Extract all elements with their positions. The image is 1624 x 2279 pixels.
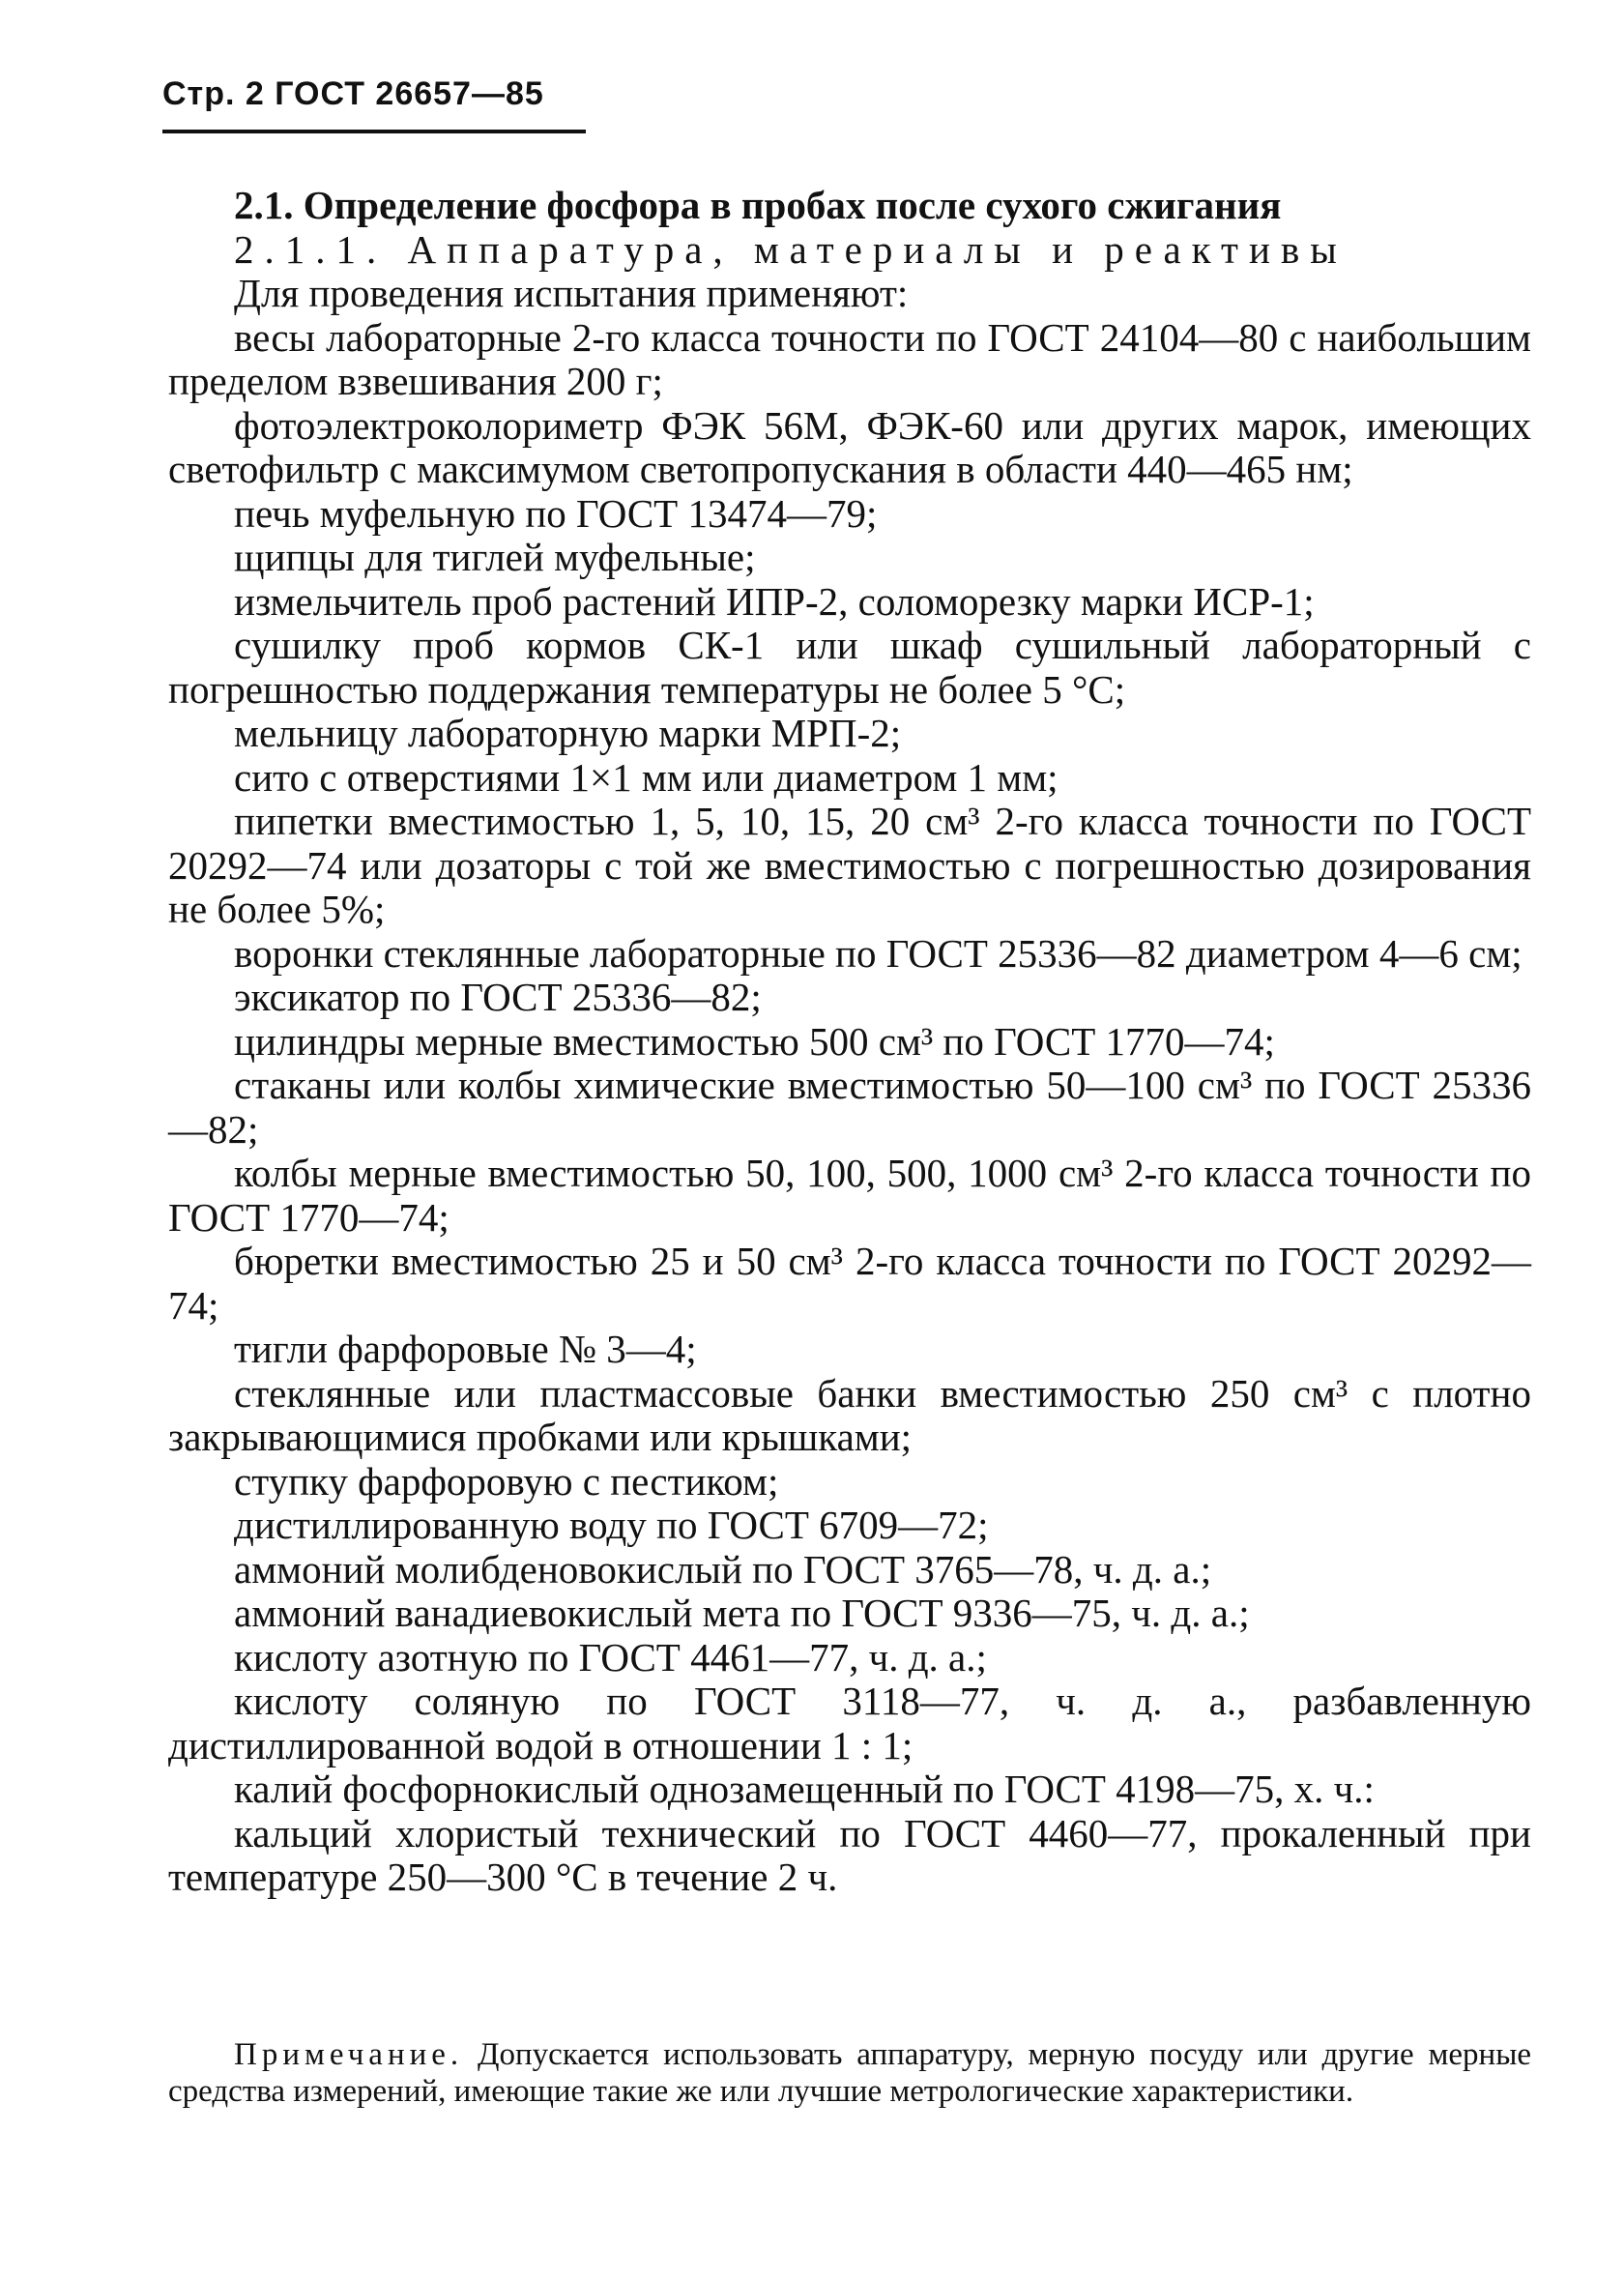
list-item: калий фосфорнокислый однозамещенный по ГОСТ 4198—75, х. ч.: bbox=[234, 1767, 1375, 1811]
section-intro: Для проведения испытания применяют: bbox=[234, 271, 909, 315]
list-item: бюретки вместимостью 25 и 50 см³ 2-го класса точности по ГОСТ 20292—74; bbox=[168, 1239, 1531, 1328]
list-item: тигли фарфоровые № 3—4; bbox=[234, 1327, 697, 1371]
list-item: стеклянные или пластмассовые банки вместимостью 250 см³ с плотно закрывающимися пробками или крышками; bbox=[168, 1370, 1531, 1459]
list-item: воронки стеклянные лабораторные по ГОСТ 25336—82 диаметром 4—6 см; bbox=[234, 930, 1522, 976]
page-header: Стр. 2 ГОСТ 26657—85 bbox=[162, 75, 544, 112]
list-item: фотоэлектроколориметр ФЭК 56М, ФЭК-60 или других марок, имеющих светофильтр с максимумом светопропускания в области 440—465 нм; bbox=[168, 402, 1531, 491]
note-text: Допускается использовать аппаратуру, мерную посуду или другие мерные средства измерений, имеющие такие же или лучшие метрологические характеристики. bbox=[168, 2037, 1532, 2109]
list-item: измельчитель проб растений ИПР-2, соломорезку марки ИСР-1; bbox=[234, 578, 1315, 624]
list-item: ступку фарфоровую с пестиком; bbox=[234, 1458, 779, 1504]
note-label: Примечание. bbox=[234, 2037, 464, 2072]
list-item: сито с отверстиями 1×1 мм или диаметром 1 мм; bbox=[234, 754, 1058, 800]
list-item: щипцы для тиглей муфельные; bbox=[234, 535, 756, 579]
list-item: дистиллированную воду по ГОСТ 6709—72; bbox=[234, 1503, 989, 1547]
list-item: аммоний ванадиевокислый мета по ГОСТ 9336—75, ч. д. а.; bbox=[234, 1591, 1250, 1635]
list-item: эксикатор по ГОСТ 25336—82; bbox=[234, 975, 762, 1019]
list-item: кальций хлористый технический по ГОСТ 4460—77, прокаленный при температуре 250—300 °С в течение 2 ч. bbox=[168, 1810, 1531, 1899]
section-subtitle: 2.1.1. Аппаратура, материалы и реактивы bbox=[234, 226, 1348, 272]
document-body bbox=[168, 184, 1531, 1900]
header-rule bbox=[162, 130, 586, 133]
list-item: колбы мерные вместимостью 50, 100, 500, 1000 см³ 2-го класса точности по ГОСТ 1770—74; bbox=[168, 1151, 1531, 1240]
list-item: весы лабораторные 2-го класса точности по ГОСТ 24104—80 с наибольшим пределом взвешивания 200 г; bbox=[168, 314, 1531, 403]
list-item: мельницу лабораторную марки МРП-2; bbox=[234, 711, 902, 755]
note bbox=[168, 2036, 1531, 2110]
list-item: печь муфельную по ГОСТ 13474—79; bbox=[234, 490, 878, 536]
section-title: 2.1. Определение фосфора в пробах после сухого сжигания bbox=[234, 183, 1282, 227]
list-item: кислоту соляную по ГОСТ 3118—77, ч. д. а., разбавленную дистиллированной водой в отношении 1 : 1; bbox=[168, 1679, 1531, 1768]
list-item: цилиндры мерные вместимостью 500 см³ по ГОСТ 1770—74; bbox=[234, 1018, 1275, 1064]
list-item: кислоту азотную по ГОСТ 4461—77, ч. д. а.; bbox=[234, 1634, 987, 1680]
list-item: пипетки вместимостью 1, 5, 10, 15, 20 см³ 2-го класса точности по ГОСТ 20292—74 или дозаторы с той же вместимостью с погрешностью дозирования не более 5%; bbox=[168, 799, 1531, 931]
list-item: стаканы или колбы химические вместимостью 50—100 см³ по ГОСТ 25336—82; bbox=[168, 1063, 1531, 1152]
list-item: аммоний молибденовокислый по ГОСТ 3765—78, ч. д. а.; bbox=[234, 1546, 1212, 1592]
list-item: сушилку проб кормов СК-1 или шкаф сушильный лабораторный с погрешностью поддержания температуры не более 5 °С; bbox=[168, 623, 1531, 712]
